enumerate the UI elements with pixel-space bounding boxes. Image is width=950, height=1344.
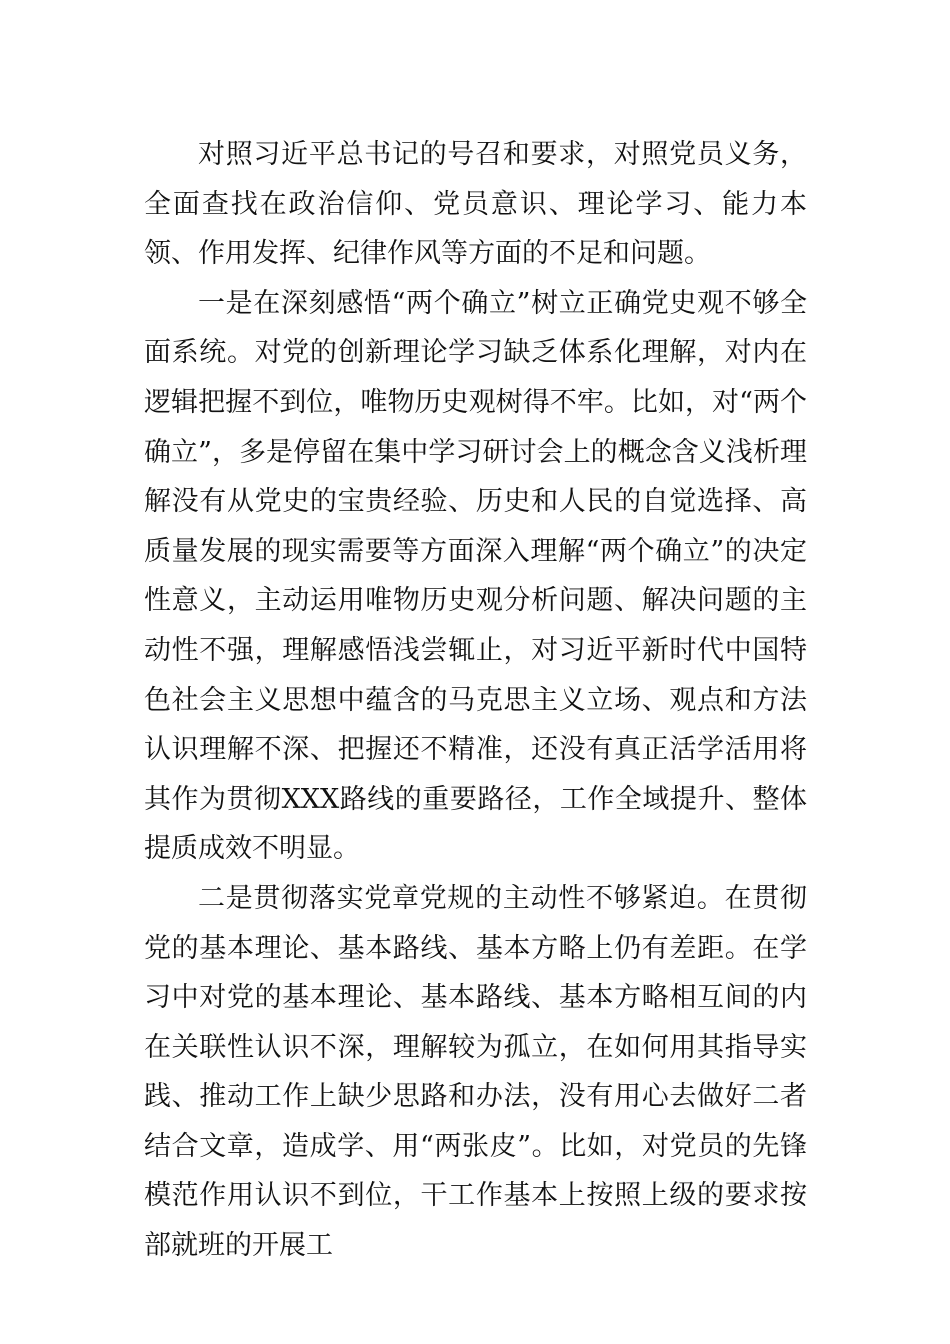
- paragraph-point-two: 二是贯彻落实党章党规的主动性不够紧迫。在贯彻党的基本理论、基本路线、基本方略上仍有差距。在学习中对党的基本理论、基本路线、基本方略相互间的内在关联性认识不深，理解较为孤立，在如何用其指导实践、推动工作上缺少思路和办法，没有用心去做好二者结合文章，造成学、用“两张皮”。比如，对党员的先锋模范作用认识不到位，干工作基本上按照上级的要求按部就班的开展工: [144, 882, 807, 1262]
- paragraph-intro: 对照习近平总书记的号召和要求，对照党员义务，全面查找在政治信仰、党员意识、理论学习、能力本领、作用发挥、纪律作风等方面的不足和问题。: [144, 139, 807, 270]
- paragraph-point-one: 一是在深刻感悟“两个确立”树立正确党史观不够全面系统。对党的创新理论学习缺乏体系化理解，对内在逻辑把握不到位，唯物历史观树得不牢。比如，对“两个确立”，多是停留在集中学习研讨会上的概念含义浅析理解没有从党史的宝贵经验、历史和人民的自觉选择、高质量发展的现实需要等方面深入理解“两个确立”的决定性意义，主动运用唯物历史观分析问题、解决问题的主动性不强，理解感悟浅尝辄止，对习近平新时代中国特色社会主义思想中蕴含的马克思主义立场、观点和方法认识理解不深、把握还不精准，还没有真正活学活用将其作为贯彻XXX路线的重要路径，工作全域提升、整体提质成效不明显。: [144, 287, 807, 865]
- document-body: [144, 130, 807, 1271]
